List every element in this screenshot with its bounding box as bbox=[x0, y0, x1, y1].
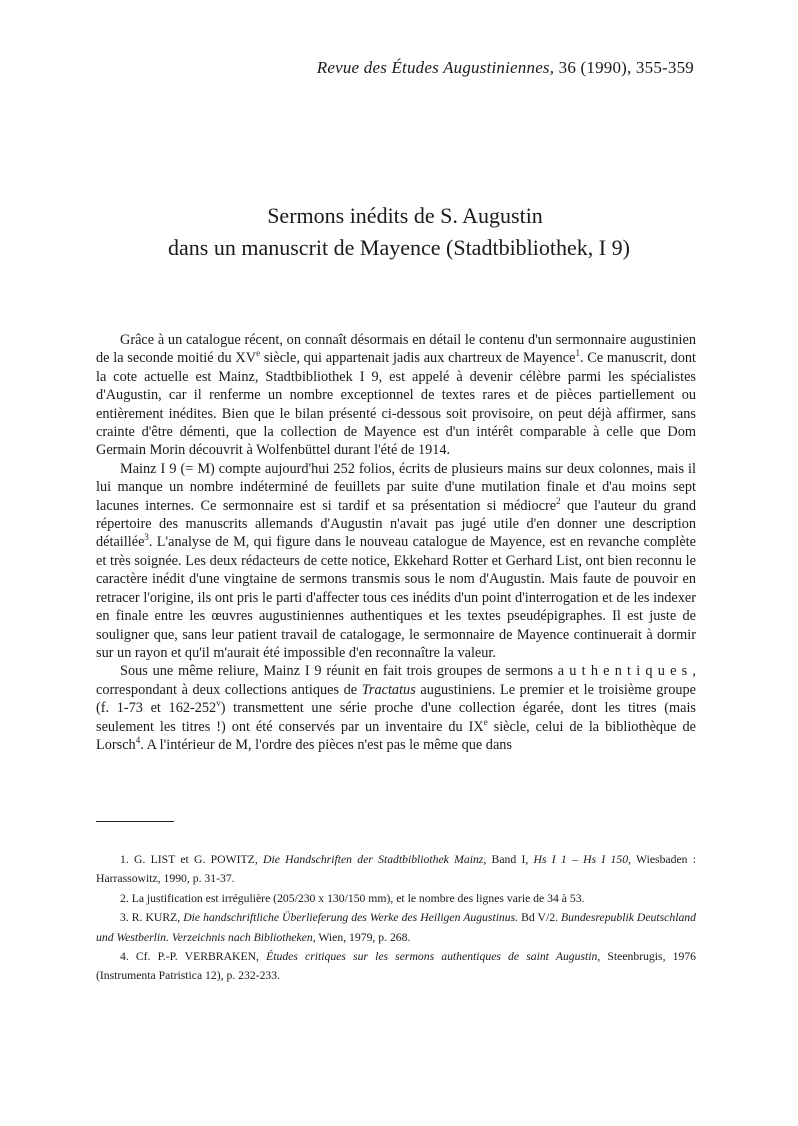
folio-verso: v bbox=[216, 698, 221, 709]
text-run: Steenbrugis, 1976 (Instrumenta Patristica 12), p. 232-233. bbox=[96, 950, 697, 983]
italic-title: Die handschriftliche Überlieferung des Werke des Heiligen Augustinus. bbox=[183, 911, 519, 925]
text-run: , correspondant à deux collections antiques de bbox=[96, 663, 696, 698]
article-title bbox=[0, 200, 798, 264]
text-run: 4. Cf. P.-P. VERBRAKEN, bbox=[120, 950, 267, 964]
footnote-4 bbox=[96, 947, 696, 986]
text-run: . A l'intérieur de M, l'ordre des pièces n'est pas le même que dans bbox=[140, 736, 512, 753]
footnote-ref-4[interactable]: 4 bbox=[135, 735, 141, 746]
paragraph-3 bbox=[96, 662, 696, 754]
text-run: siècle, celui de la bibliothèque de Lorsch bbox=[96, 718, 696, 753]
text-run: 2. La justification est irrégulière (205/230 x 130/150 mm), et le nombre des lignes varie de 34 à 53. bbox=[120, 891, 585, 905]
century-numeral: IX bbox=[468, 718, 484, 735]
text-run: Mainz I 9 (= M) compte aujourd'hui 252 folios, écrits de plusieurs mains sur deux colonnes, mais il lui manque un nombre indéterminé de feuillets par suite d'une mutilation finale et d'au moins sept lacunes internes. Ce sermonnaire est si tardif et sa présentation si médiocre bbox=[96, 460, 696, 514]
footnote-3 bbox=[96, 908, 696, 947]
spaced-word: authentiques bbox=[557, 663, 693, 680]
text-run: Wiesbaden : Harrassowitz, 1990, p. 31-37. bbox=[96, 853, 696, 886]
volume-pages: 36 (1990), 355-359 bbox=[554, 58, 694, 77]
text-run: augustiniens. Le premier et le troisième groupe (f. 1-73 et 162-252 bbox=[96, 681, 696, 717]
text-run: Grâce à un catalogue récent, on connaît désormais en détail le contenu d'un sermonnaire augustinien de la seconde moitié du bbox=[96, 332, 696, 367]
footnote-ref-1[interactable]: 1 bbox=[575, 348, 580, 359]
title-line-2: dans un manuscrit de Mayence (Stadtbibliothek, I 9) bbox=[168, 235, 630, 260]
article-body bbox=[96, 331, 696, 754]
text-run: 1. G. LIST et G. POWITZ, bbox=[120, 853, 263, 866]
text-run: Wien, 1979, p. 268. bbox=[315, 930, 411, 944]
title-line-1: Sermons inédits de S. Augustin bbox=[267, 203, 543, 228]
journal-title: Revue des Études Augustiniennes, bbox=[316, 58, 555, 77]
century-numeral: XV bbox=[235, 350, 257, 367]
italic-term: Tractatus bbox=[361, 681, 416, 698]
text-run: que l'auteur du grand répertoire des manuscrits allemands d'Augustin n'avait pas jugé utile d'en donner une description détaillée bbox=[96, 497, 696, 551]
paragraph-2 bbox=[96, 460, 696, 662]
century-superscript: e bbox=[256, 348, 261, 359]
footnote-ref-2[interactable]: 2 bbox=[556, 495, 561, 506]
text-run: 3. R. KURZ, bbox=[120, 911, 184, 925]
footnote-1 bbox=[96, 850, 696, 889]
text-run: . L'analyse de M, qui figure dans le nouveau catalogue de Mayence, est en revanche complète et très soignée. Les deux rédacteurs de cette notice, Ekkehard Rotter et Gerhard List, ont bien reconnu le caractère inédit d'une vingtaine de sermons transmis sous le nom d'Augustin. Mais faute de pouvoir en retracer l'origine, ils ont pris le parti d'affecter tous ces inédits d'un point d'interrogation et de les indexer en finale entre les œuvres augustiniennes authentiques et les textes pseudépigraphes. Il est juste de souligner que, sans leur patient travail de catalogage, le sermonnaire de Mayence continuerait à dormir sur un rayon et qu'il m'aurait été impossible d'en reconnaître la valeur. bbox=[96, 534, 696, 661]
text-run: . Ce manuscrit, dont la cote actuelle est Mainz, Stadtbibliothek I 9, est appelé à devenir célèbre parmi les spécialistes d'Augustin, car il renferme un nombre exceptionnel de textes rares et de pièces partiellement ou entièrement inédites. Bien que le bilan présenté ci-dessous soit provisoire, on peut déjà affirmer, sans crainte d'être démenti, que la collection de Mayence est d'un intérêt comparable à celle que Dom Germain Morin découvrit à Wolfenbüttel durant l'été de 1914. bbox=[96, 350, 696, 459]
italic-title: Die Handschriften der Stadtbibliothek Mainz, bbox=[263, 853, 487, 866]
footnote-separator bbox=[96, 821, 174, 822]
italic-subtitle: Bundesrepublik Deutschland und Westberlin. Verzeichnis nach Bibliotheken, bbox=[96, 911, 696, 944]
italic-title: Études critiques sur les sermons authentiques de saint Augustin, bbox=[266, 950, 601, 964]
century-superscript: e bbox=[483, 716, 488, 727]
footnote-ref-3[interactable]: 3 bbox=[144, 532, 149, 543]
text-run: siècle, qui appartenait jadis aux chartreux de Mayence bbox=[260, 350, 576, 367]
italic-shelfmark: Hs I 1 – Hs I 150, bbox=[533, 853, 631, 866]
text-run: Bd V/2. bbox=[518, 911, 561, 925]
footnotes bbox=[96, 850, 696, 986]
text-run: Band I, bbox=[486, 853, 534, 866]
running-header bbox=[317, 58, 694, 78]
paragraph-1 bbox=[96, 331, 696, 460]
text-run: ) transmettent une série proche d'une collection égarée, dont les titres (mais seulement les titres !) ont été conservés par un inventaire du bbox=[96, 700, 696, 735]
text-run: Sous une même reliure, Mainz I 9 réunit en fait trois groupes de sermons bbox=[120, 663, 558, 680]
footnote-2 bbox=[96, 889, 696, 908]
